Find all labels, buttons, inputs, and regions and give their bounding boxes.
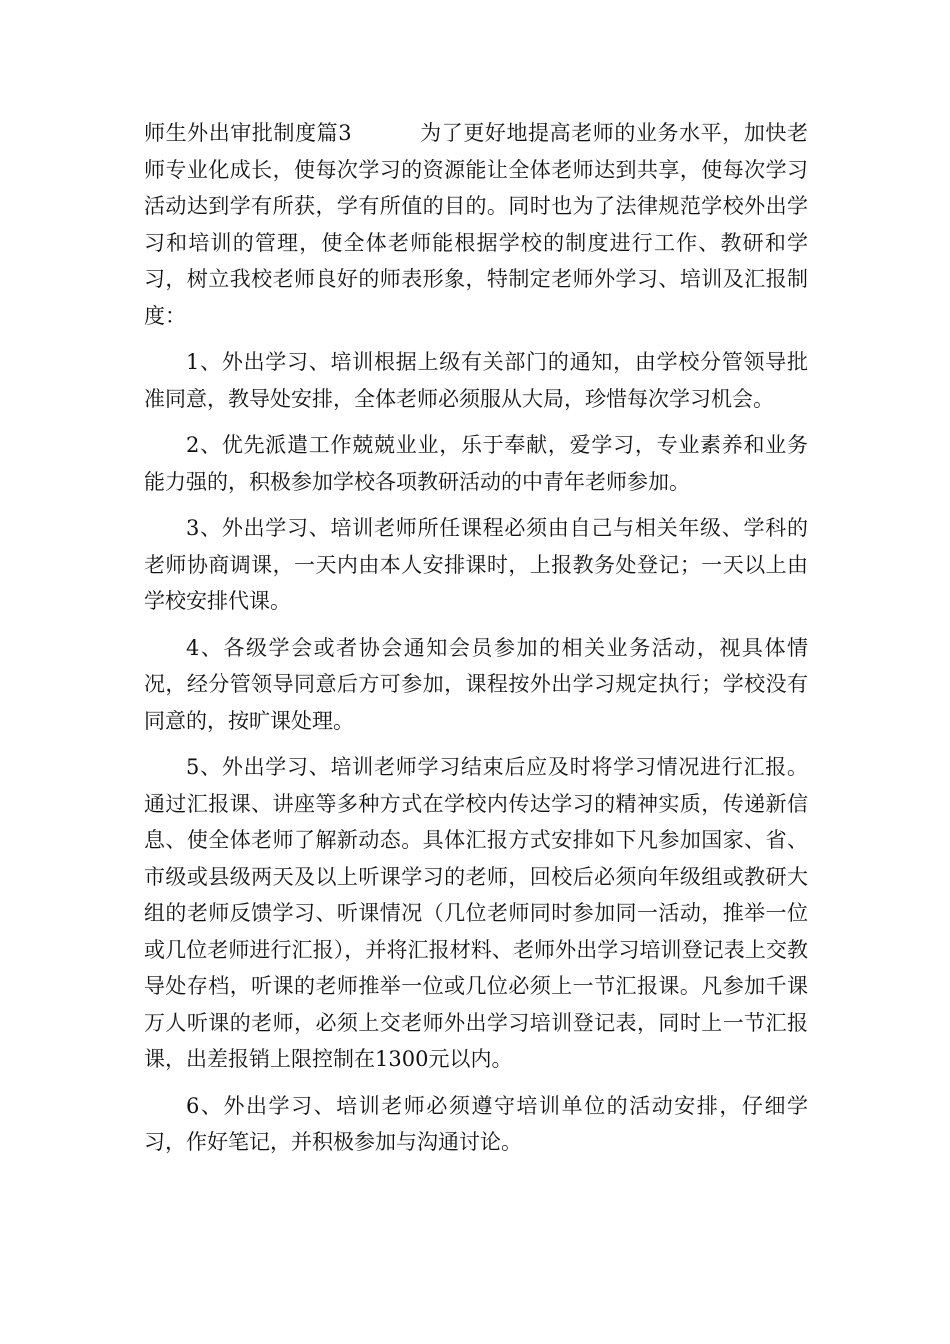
rule-item-4: 4、各级学会或者协会通知会员参加的相关业务活动，视具体情况，经分管领导同意后方可参加，课程按外出学习规定执行；学校没有同意的，按旷课处理。 [144, 635, 808, 733]
intro-text: 为了更好地提高老师的业务水平，加快老师专业化成长，使每次学习的资源能让全体老师达到共享，使每次学习活动达到学有所获，学有所值的目的。同时也为了法律规范学校外出学习和培训的管理，使全体老师能根据学校的制度进行工作、教研和学习，树立我校老师良好的师表形象，特制定老师外学习、培训及汇报制度： [144, 121, 808, 328]
rule-item-5: 5、外出学习、培训老师学习结束后应及时将学习情况进行汇报。通过汇报课、讲座等多种方式在学校内传达学习的精神实质，传递新信息、使全体老师了解新动态。具体汇报方式安排如下凡参加国家、省、市级或县级两天及以上听课学习的老师，回校后必须向年级组或教研大组的老师反馈学习、听课情况（几位老师同时参加同一活动，推举一位或几位老师进行汇报），并将汇报材料、老师外出学习培训登记表上交教导处存档，听课的老师推举一位或几位必须上一节汇报课。凡参加千课万人听课的老师，必须上交老师外出学习培训登记表，同时上一节汇报课，出差报销上限控制在1300元以内。 [144, 755, 808, 1071]
rule-item-6: 6、外出学习、培训老师必须遵守培训单位的活动安排，仔细学习，作好笔记，并积极参加与沟通讨论。 [144, 1093, 808, 1154]
rule-item-3: 3、外出学习、培训老师所任课程必须由自己与相关年级、学科的老师协商调课，一天内由本人安排课时，上报教务处登记；一天以上由学校安排代课。 [144, 516, 808, 613]
intro-paragraph [144, 115, 808, 334]
rule-item-1: 1、外出学习、培训根据上级有关部门的通知，由学校分管领导批准同意，教导处安排，全体老师必须服从大局，珍惜每次学习机会。 [144, 350, 808, 411]
rule-item-2: 2、优先派遣工作兢兢业业，乐于奉献，爱学习，专业素养和业务能力强的，积极参加学校各项教研活动的中青年老师参加。 [144, 433, 808, 494]
document-body [144, 115, 808, 1161]
document-heading: 师生外出审批制度篇3 [144, 121, 352, 145]
